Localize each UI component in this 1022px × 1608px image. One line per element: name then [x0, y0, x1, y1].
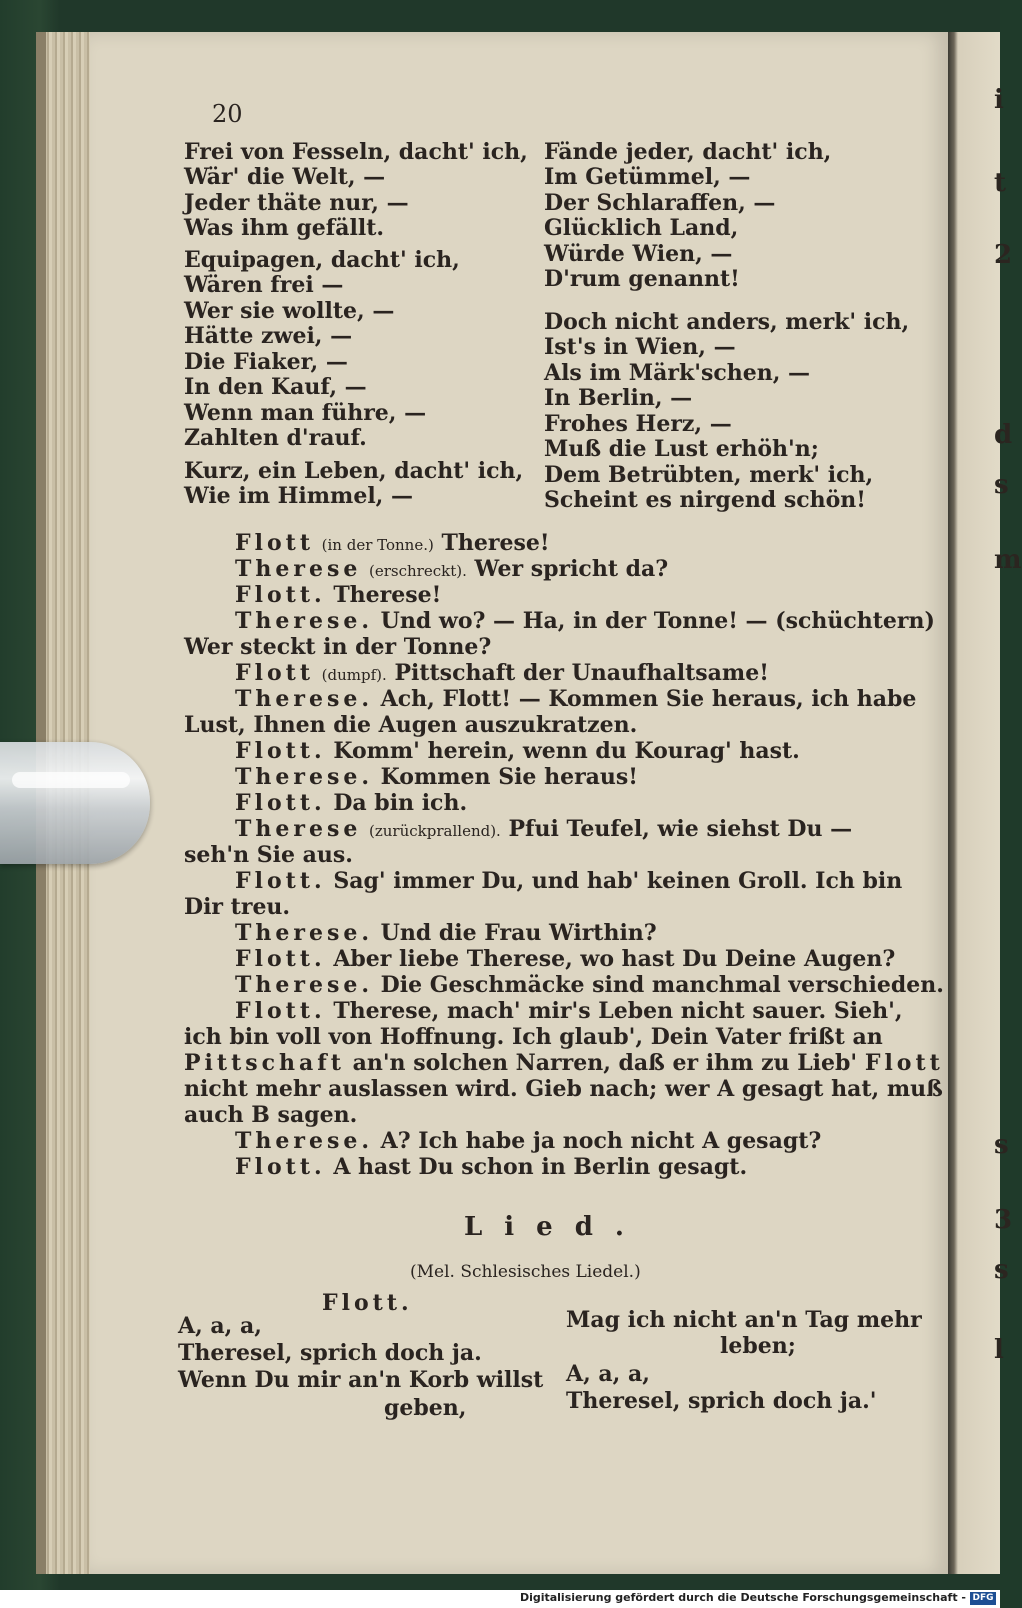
- dialogue-text: Therese!: [441, 530, 550, 556]
- verse-line: Was ihm gefällt.: [184, 215, 385, 241]
- verse-line: Wer sie wollte, —: [184, 298, 395, 324]
- dialogue-line: [184, 1050, 944, 1076]
- facing-page-letter: s: [994, 1255, 1009, 1285]
- speaker-name: Flott.: [235, 998, 326, 1024]
- verse-line: Wären frei —: [184, 272, 344, 298]
- dialogue-line: [235, 816, 852, 842]
- dialogue-line: [235, 868, 902, 894]
- stage-direction: (in der Tonne.): [321, 536, 434, 554]
- dialogue-line: Lust, Ihnen die Augen auszukratzen.: [184, 712, 638, 738]
- verse-line: Ist's in Wien, —: [544, 334, 736, 360]
- verse-line: Glücklich Land,: [544, 215, 739, 241]
- verse-line: Würde Wien, —: [544, 241, 733, 267]
- verse-line: Wenn man führe, —: [184, 400, 427, 426]
- speaker-name: Flott.: [235, 738, 326, 764]
- song-line: geben,: [384, 1395, 467, 1421]
- verse-line: Wär' die Welt, —: [184, 164, 386, 190]
- song-line: Theresel, sprich doch ja.: [178, 1340, 482, 1366]
- dialogue-text: Da bin ich.: [333, 790, 468, 816]
- dialogue-line: [235, 530, 550, 556]
- dialogue-line: Wer steckt in der Tonne?: [184, 634, 492, 660]
- speaker-name: Therese.: [235, 764, 373, 790]
- dialogue-line: [235, 790, 467, 816]
- verse-line: Frohes Herz, —: [544, 411, 732, 437]
- dialogue-text: Und die Frau Wirthin?: [380, 920, 657, 946]
- verse-line: Doch nicht anders, merk' ich,: [544, 309, 910, 335]
- dialogue-line: [235, 660, 769, 686]
- dfg-logo: DFG: [970, 1592, 996, 1605]
- speaker-name: Therese.: [235, 608, 373, 634]
- verse-line: D'rum genannt!: [544, 266, 740, 292]
- verse-line: Hätte zwei, —: [184, 323, 353, 349]
- dialogue-text: Sag' immer Du, und hab' keinen Groll. Ich bin: [333, 868, 903, 894]
- speaker-name: Therese.: [235, 686, 373, 712]
- speaker-name: Flott: [235, 660, 314, 686]
- dialogue-text: Therese, mach' mir's Leben nicht sauer. Sieh',: [333, 998, 903, 1024]
- dialogue-line: [235, 1128, 821, 1154]
- character-name: Flott: [864, 1050, 944, 1076]
- dialogue-text: Pfui Teufel, wie siehst Du —: [508, 816, 853, 842]
- dialogue-line: [235, 738, 800, 764]
- dialogue-line: nicht mehr auslassen wird. Gieb nach; wer A gesagt hat, muß: [184, 1076, 943, 1102]
- page-clip: [0, 742, 150, 864]
- dialogue-text: Therese!: [333, 582, 442, 608]
- verse-line: Frei von Fesseln, dacht' ich,: [184, 139, 528, 165]
- verse-line: Die Fiaker, —: [184, 349, 348, 375]
- facing-page-letter: i: [994, 85, 1004, 115]
- song-melody: (Mel. Schlesisches Liedel.): [410, 1262, 641, 1282]
- dialogue-line: [235, 764, 638, 790]
- speaker-name: Flott.: [235, 1154, 326, 1180]
- verse-line: Zahlten d'rauf.: [184, 425, 367, 451]
- verse-line: Fände jeder, dacht' ich,: [544, 139, 832, 165]
- dialogue-line: [235, 972, 944, 998]
- dialogue-text: Wer spricht da?: [474, 556, 669, 582]
- song-line: Theresel, sprich doch ja.': [566, 1388, 877, 1414]
- speaker-name: Flott: [235, 530, 314, 556]
- facing-page-letter: d: [994, 420, 1013, 450]
- speaker-name: Flott.: [235, 946, 326, 972]
- dialogue-text: Pittschaft der Unaufhaltsame!: [394, 660, 769, 686]
- speaker-name: Therese.: [235, 1128, 373, 1154]
- facing-page-letter: 3: [994, 1205, 1013, 1235]
- song-line: A, a, a,: [178, 1313, 262, 1339]
- dialogue-line: auch B sagen.: [184, 1102, 358, 1128]
- dialogue-line: [235, 556, 668, 582]
- footer-credit: Digitalisierung gefördert durch die Deutsche Forschungsgemeinschaft -: [519, 1591, 966, 1604]
- stage-direction: (dumpf).: [321, 666, 387, 684]
- page-number: 20: [212, 100, 243, 128]
- verse-line: Wie im Himmel, —: [184, 483, 414, 509]
- verse-line: Muß die Lust erhöh'n;: [544, 436, 819, 462]
- verse-line: Dem Betrübten, merk' ich,: [544, 462, 874, 488]
- song-line: Wenn Du mir an'n Korb willst: [178, 1367, 544, 1393]
- song-line: leben;: [720, 1333, 796, 1359]
- speaker-name: Therese.: [235, 972, 373, 998]
- speaker-name: Flott.: [235, 582, 326, 608]
- character-name: Pittschaft: [184, 1050, 345, 1076]
- dialogue-text: Ach, Flott! — Kommen Sie heraus, ich habe: [380, 686, 917, 712]
- verse-line: In den Kauf, —: [184, 374, 367, 400]
- facing-page-letter: l: [994, 1335, 1004, 1365]
- facing-page-edge: [948, 32, 1000, 1574]
- verse-line: Jeder thäte nur, —: [184, 190, 409, 216]
- dialogue-line: seh'n Sie aus.: [184, 842, 353, 868]
- verse-line: Kurz, ein Leben, dacht' ich,: [184, 458, 524, 484]
- dialogue-line: [235, 582, 441, 608]
- dialogue-text: Die Geschmäcke sind manchmal verschieden.: [380, 972, 944, 998]
- speaker-name: Flott.: [235, 868, 326, 894]
- verse-line: Als im Märk'schen, —: [544, 360, 811, 386]
- verse-line: Der Schlaraffen, —: [544, 190, 776, 216]
- speaker-name: Therese.: [235, 920, 373, 946]
- verse-line: Scheint es nirgend schön!: [544, 487, 866, 513]
- dialogue-line: ich bin voll von Hoffnung. Ich glaub', Dein Vater frißt an: [184, 1024, 883, 1050]
- stage-direction: (erschreckt).: [369, 562, 467, 580]
- dialogue-line: [235, 686, 916, 712]
- dialogue-text: an'n solchen Narren, daß er ihm zu Lieb': [352, 1050, 858, 1076]
- speaker-name: Therese: [235, 556, 362, 582]
- song-line: Mag ich nicht an'n Tag mehr: [566, 1307, 922, 1333]
- song-line: A, a, a,: [566, 1361, 650, 1387]
- facing-page-letter: s: [994, 1130, 1009, 1160]
- dialogue-line: [235, 998, 903, 1024]
- dialogue-line: [235, 946, 895, 972]
- stage-direction: (zurückprallend).: [369, 822, 501, 840]
- dialogue-text: Und wo? — Ha, in der Tonne! — (schüchtern): [380, 608, 935, 634]
- verse-line: Im Getümmel, —: [544, 164, 751, 190]
- dialogue-line: [235, 1154, 747, 1180]
- dialogue-text: A hast Du schon in Berlin gesagt.: [333, 1154, 748, 1180]
- dialogue-text: Aber liebe Therese, wo hast Du Deine Augen?: [333, 946, 896, 972]
- facing-page-letter: t: [994, 168, 1007, 198]
- facing-page-letter: 2: [994, 240, 1013, 270]
- verse-line: In Berlin, —: [544, 385, 693, 411]
- verse-line: Equipagen, dacht' ich,: [184, 247, 460, 273]
- song-title: Lied.: [464, 1212, 646, 1242]
- dialogue-line: [235, 608, 935, 634]
- dialogue-line: [235, 920, 657, 946]
- dialogue-text: A? Ich habe ja noch nicht A gesagt?: [380, 1128, 822, 1154]
- song-singer: Flott.: [322, 1290, 413, 1316]
- dialogue-text: Komm' herein, wenn du Kourag' hast.: [333, 738, 800, 764]
- speaker-name: Flott.: [235, 790, 326, 816]
- page-clip-shine: [12, 772, 130, 788]
- dialogue-text: Kommen Sie heraus!: [380, 764, 638, 790]
- speaker-name: Therese: [235, 816, 362, 842]
- facing-page-letter: s: [994, 470, 1009, 500]
- dialogue-line: Dir treu.: [184, 894, 291, 920]
- facing-page-letter: m: [994, 545, 1022, 575]
